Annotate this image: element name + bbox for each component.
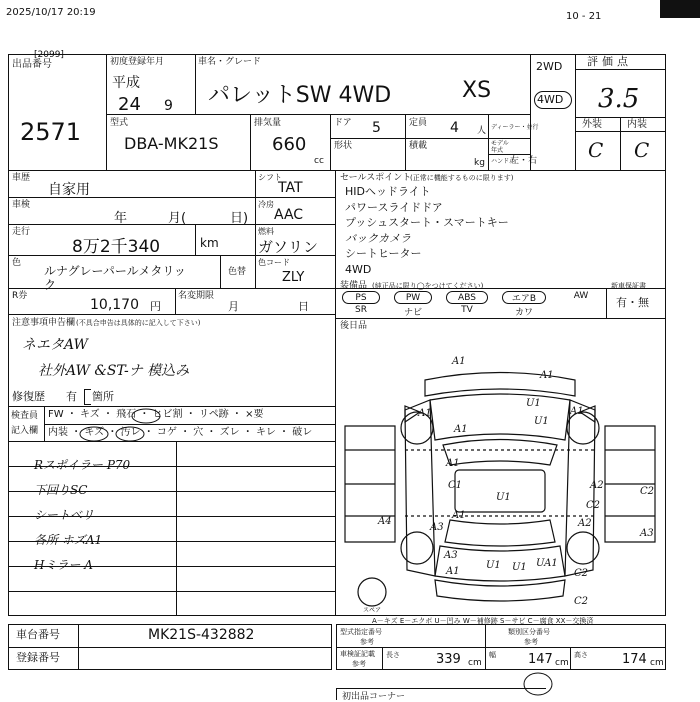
warranty-label: 新車保証書 [611,282,646,290]
doors-label: ドア [334,118,352,128]
equip-pw: PW [394,291,432,304]
damage-mark: A1 [454,424,468,435]
notes-sub: (不具合申告は具体的に記入して下さい) [76,319,201,327]
type-spec-label: 型式指定番号 [340,628,382,636]
recycle-unit: 円 [150,300,161,313]
inspection-year: 年 [114,211,128,226]
length-unit: cm [468,658,482,668]
recycle-label: R券 [12,291,28,301]
damage-mark: C2 [640,486,655,497]
inspector-row2: 内装 ・ キズ ・ 汚レ ・ コゲ ・ 穴 ・ ズレ ・ キレ ・ 破レ [48,427,313,438]
shape-label: 形状 [334,141,353,151]
color-value-line2: ク [44,278,57,292]
notes-line1: ネエタAW [22,337,88,353]
spare-label: スペア [363,607,382,614]
evaluation-label: 評価点 [587,55,632,68]
drive-4wd: 4WD [537,93,564,106]
load-label: 積載 [409,141,428,151]
length-value: 339 [436,652,461,667]
dimensions-ref: 参考 [352,660,366,668]
width-unit: cm [555,658,569,668]
height-label: 高さ [574,651,588,659]
color-swap-label: 色替 [228,267,247,277]
width-value: 147 [528,652,553,667]
type-value: DBA-MK21S [124,134,219,153]
height-unit: cm [650,658,664,668]
registration-month: 9 [164,98,173,114]
damage-mark: C1 [448,480,463,491]
damage-mark: A1 [452,356,466,367]
inspection-month: 月( [168,211,187,226]
dealer-label: ディーラー・並行 [491,124,539,131]
sales-point: 4WD [345,262,372,276]
transfer-day: 日 [298,300,309,313]
damage-mark: U1 [496,492,511,503]
recycle-value: 10,170 [90,297,139,313]
damage-mark: A3 [430,522,444,533]
hand-note-2: 下回りSC [34,483,88,497]
transfer-month: 月 [228,300,239,313]
damage-mark: U1 [534,416,549,427]
sales-point: HIDヘッドライト [345,185,431,198]
timestamp: 2025/10/17 20:19 [6,7,96,18]
capacity-value: 4 [450,120,459,136]
class-ref: 参考 [524,638,538,646]
history-label: 車歴 [12,173,31,183]
shift-label: シフト [258,173,282,182]
damage-mark: A1 [418,408,432,419]
damage-mark: C2 [574,596,589,607]
equipment-sub: (純正品に限り◯をつけてください) [372,282,484,290]
damage-mark: UA1 [536,558,558,569]
fuel-label: 燃料 [258,227,274,236]
damage-mark: A1 [446,458,460,469]
fuel-value: ガソリン [258,238,319,256]
chassis-label: 車台番号 [16,628,60,641]
hand-note-4: 各所 ホズA1 [34,533,103,547]
damage-mark: A2 [578,518,592,529]
damage-mark: C2 [574,568,589,579]
model-grade: XS [462,78,492,103]
hand-note-1: Rスポイラー P70 [34,458,131,472]
sales-point: パワースライドドア [345,200,443,214]
displacement-value: 660 [272,134,307,155]
lot-label: 出品番号 [12,59,52,70]
inspector-row1: FW ・ キズ ・ 飛石 ・ ヒビ割 ・ リペ跡 ・ ×要 [48,409,264,420]
model-label: 車名・グレード [198,57,262,67]
damage-mark: U1 [486,560,501,571]
after-fit-label: 後日品 [340,321,368,331]
capacity-label: 定員 [409,118,428,128]
sales-points-sub: (正常に機能するものに限ります) [410,174,514,182]
damage-mark: C2 [586,500,601,511]
drive-2wd: 2WD [536,60,563,73]
equip-airbag: エアB [502,291,546,304]
color-code-label: 色コード [258,258,290,267]
chassis-value: MK21S-432882 [148,627,255,643]
notes-line2: 社外AW &ST-ナ 模込み [38,363,190,379]
sales-point: バックカメラ [345,231,411,245]
page-number: 10 - 21 [566,11,602,22]
equip-navi: ナビ [403,308,422,318]
inspector-label1: 検査員 [11,411,39,421]
model-year-label: モデル年式 [491,140,509,154]
inspection-label: 車検 [12,200,31,210]
displacement-label: 排気量 [254,118,282,128]
width-label: 幅 [489,651,496,659]
type-label: 型式 [110,118,129,128]
mileage-unit: km [200,236,219,250]
history-value: 自家用 [48,182,90,198]
length-label: 長さ [386,651,400,659]
equip-tv: TV [461,305,473,315]
registration-year: 24 [118,94,141,115]
dimensions-label: 車検証記載 [340,650,375,658]
registration-label: 初度登録年月 [110,57,165,67]
inspection-day: 日) [230,211,249,226]
interior-label: 内装 [627,119,647,130]
damage-mark: A1 [446,566,460,577]
repair-value: 有 [66,390,77,403]
sales-points-list [345,184,509,277]
damage-mark: A1 [540,370,554,381]
notes-label: 注意事項申告欄 [12,318,76,328]
damage-mark: U1 [526,398,541,409]
lot-code: [2099] [34,50,64,60]
equip-aw: AW [573,291,589,301]
damage-mark: A2 [590,480,604,491]
evaluation-score: 3.5 [598,84,640,114]
color-label: 色 [12,258,22,268]
interior-grade: C [634,138,650,162]
displacement-unit: cc [314,156,324,166]
model-name: パレットSW 4WD [208,83,392,108]
lot-number: 2571 [20,118,82,146]
ac-label: 冷房 [258,200,274,209]
load-unit: kg [474,158,485,168]
footer-label: 初出品コーナー [342,692,406,702]
hand-note-5: Hミラー A [34,558,93,572]
equipment-label: 装備品 [340,281,368,291]
sales-points-label: セールスポイント [340,173,412,183]
ac-value: AAC [274,207,304,223]
hand-note-3: シートベリ [34,508,95,522]
damage-mark: A1 [570,406,584,417]
class-label: 類別区分番号 [508,628,550,636]
type-spec-ref: 参考 [360,638,374,646]
shift-value: TAT [278,180,303,196]
exterior-label: 外装 [582,119,602,130]
handle-value: 左・右 [510,156,538,166]
color-code: ZLY [282,270,305,285]
height-value: 174 [622,652,647,667]
damage-mark: A4 [378,516,392,527]
equip-sr: SR [355,305,367,315]
inspector-label2: 記入欄 [11,426,39,436]
damage-mark: U1 [512,562,527,573]
damage-legend: A－キズ E－エクボ U－凹み W－補修跡 S－サビ C－腐食 XX－交換済 [372,617,594,625]
damage-mark: A3 [444,550,458,561]
transfer-label: 名変期限 [178,291,215,301]
handle-label: ハンドル [491,158,516,165]
equip-leather: カワ [514,308,533,318]
registration-era: 平成 [112,75,140,91]
color-value-line1: ルナグレーパールメタリッ [44,264,186,278]
equip-ps: PS [342,291,380,304]
exterior-grade: C [588,138,604,162]
warranty-value: 有・無 [616,296,649,309]
equip-abs: ABS [446,291,488,304]
repair-label: 修復歴 [12,390,45,403]
damage-mark: A3 [640,528,654,539]
damage-mark: A1 [452,510,466,521]
sales-point: プッシュスタート・スマートキー [345,216,509,229]
mileage-label: 走行 [12,227,31,237]
mileage-value: 8万2千340 [72,237,161,257]
plate-label: 登録番号 [16,651,60,664]
repair-place: 箇所 [92,390,114,403]
sales-point: シートヒーター [345,247,422,260]
capacity-unit: 人 [477,126,487,136]
doors-value: 5 [372,120,381,136]
